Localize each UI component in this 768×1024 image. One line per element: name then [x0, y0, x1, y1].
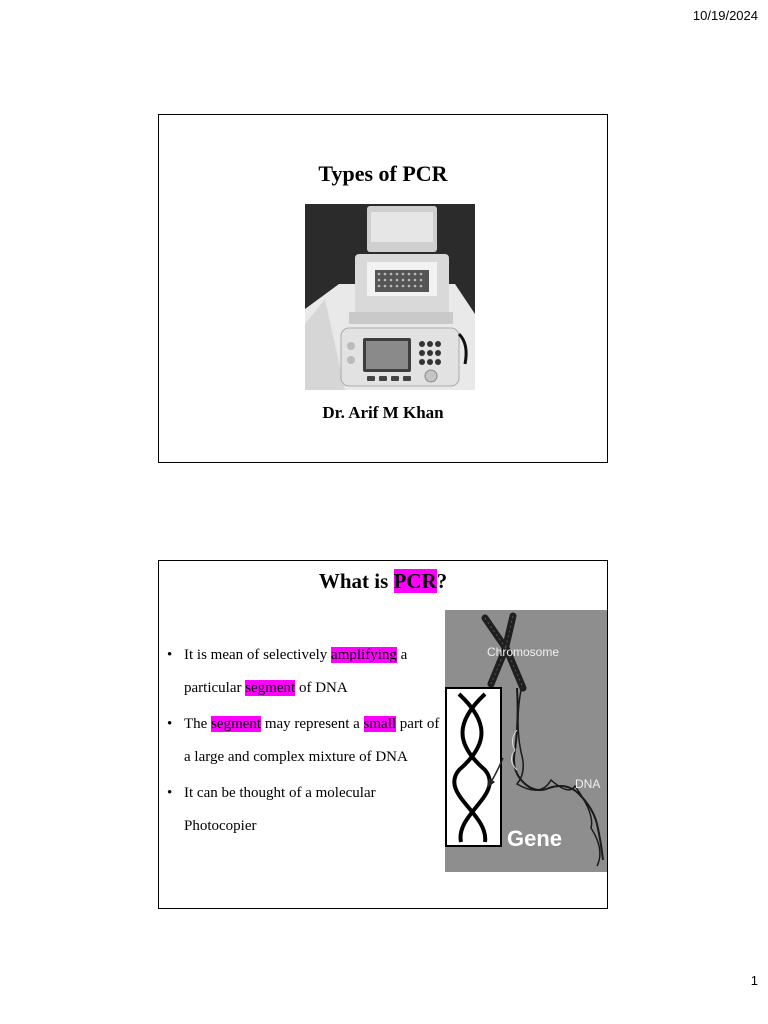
bullet-list: [167, 639, 449, 846]
bullet-text: part of a large and complex mixture of DNA: [184, 716, 440, 765]
slide-1-title: Types of PCR: [318, 161, 448, 186]
pcr-machine-image: [305, 204, 475, 390]
bullet-item: [167, 708, 449, 774]
highlighted-term: small: [363, 716, 397, 732]
highlighted-term: segment: [211, 716, 262, 732]
bullet-text: The: [184, 716, 212, 732]
bullet-text: of DNA: [295, 680, 348, 696]
highlighted-term: segment: [245, 680, 296, 696]
bullet-text: It is mean of selectively: [184, 647, 332, 663]
page-number: 1: [750, 973, 758, 988]
slide-1-author: Dr. Arif M Khan: [322, 403, 444, 422]
chromosome-label: Chromosome: [487, 645, 560, 659]
print-date: 10/19/2024: [692, 8, 758, 23]
title-suffix: ?: [436, 569, 448, 593]
slide-2: [158, 560, 608, 909]
slide-1: [158, 114, 608, 463]
title-text: What is: [318, 569, 394, 593]
chromosome-gene-figure: [445, 610, 607, 872]
highlighted-term: amplifying: [331, 647, 397, 663]
bullet-item: [167, 639, 449, 705]
bullet-text: It can be thought of a molecular Photocopier: [184, 785, 376, 834]
bullet-text: a particular: [184, 647, 408, 696]
dna-label: DNA: [575, 777, 601, 791]
bullet-text: may represent a: [261, 716, 364, 732]
title-highlight: PCR: [393, 569, 437, 593]
gene-label: Gene: [507, 826, 563, 851]
bullet-item: [167, 777, 449, 843]
slide-2-title: [159, 569, 607, 594]
